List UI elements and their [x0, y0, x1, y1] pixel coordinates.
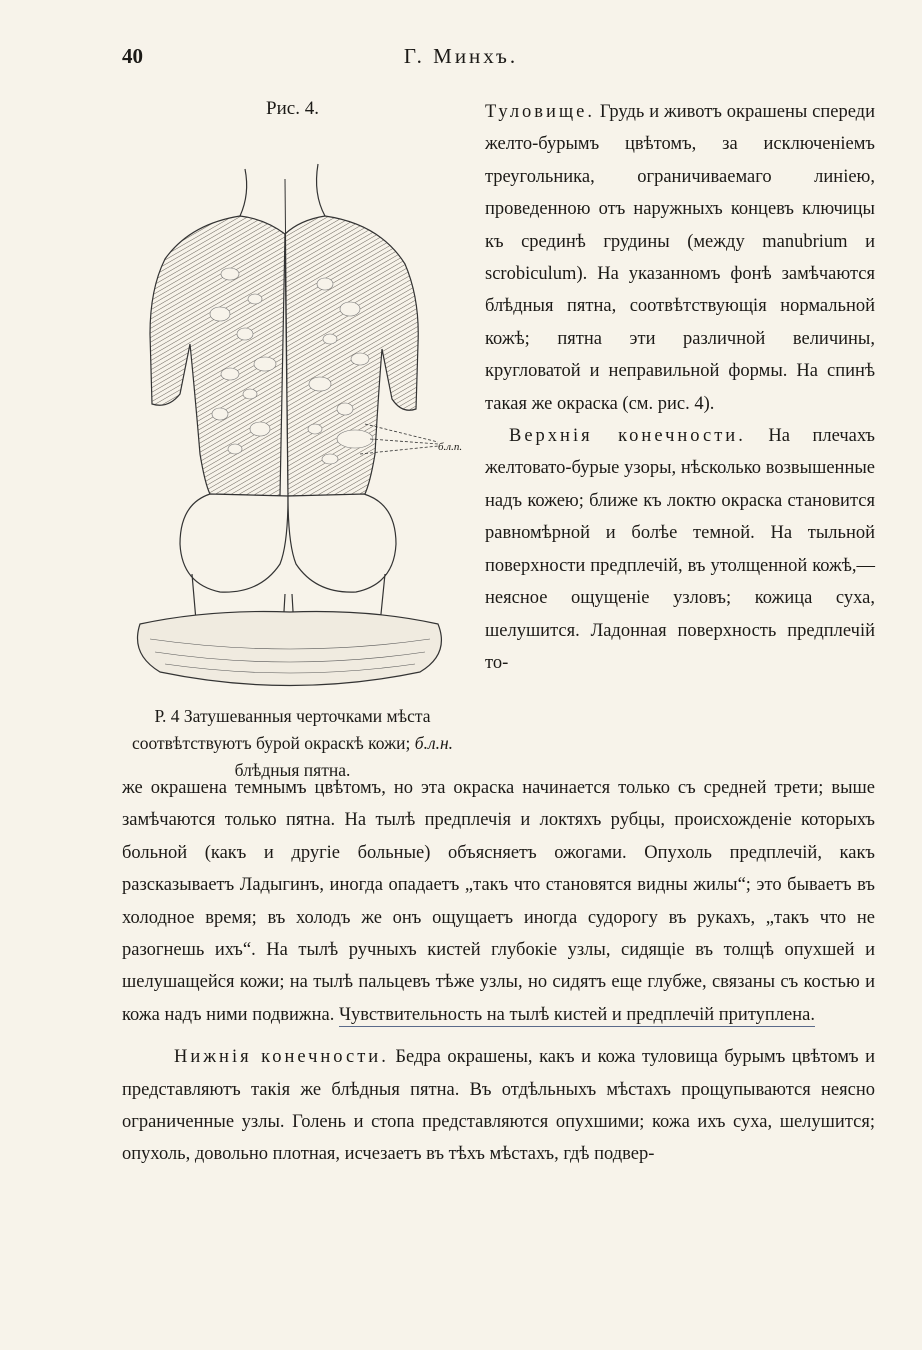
right-column-text	[485, 96, 875, 679]
heading-upper-limbs: Верхнія конечности.	[509, 426, 746, 447]
figure-label: Рис. 4.	[266, 98, 319, 119]
text-upper-limbs: На плечахъ желтовато-бурые узоры, нѣсколько возвышенные надъ кожею; ближе къ локтю окраска становится равномѣрной и болѣе темной. На тыльной поверхности предплечій, въ утолщенной кожѣ,—неясное ощущеніе узловъ; кожица суха, шелушится. Ладонная поверхность предплечій то-	[485, 426, 875, 673]
heading-lower-limbs: Нижнія конечности.	[174, 1047, 389, 1068]
back-illustration	[120, 124, 465, 699]
text-upper-limbs-continued: же окрашена темнымъ цвѣтомъ, но эта окраска начинается только съ средней трети; выше замѣчаются только пятна. На тылѣ предплечія и локтяхъ рубцы, происхожденіе которыхъ больной (какъ и другіе больные) объясняетъ ожогами. Опухоль предплечій, какъ разсказываетъ Ладыгинъ, иногда опадаетъ „такъ что становятся видны жилы“; это бываетъ въ холодное время; въ холодъ же онъ ощущаетъ иногда судорогу въ рукахъ, „такъ что не разогнешь ихъ“. На тылѣ ручныхъ кистей глубокіе узлы, сидящіе въ толщѣ опухшей и шелушащейся кожи; на тылѣ пальцевъ тѣже узлы, но сидятъ еще глубже, связаны съ костью и кожа надъ ними подвижна.	[122, 778, 875, 1025]
caption-prefix: Р. 4 Затушеванныя черточками мѣста соотвѣтствуютъ бурой окраскѣ кожи;	[131, 706, 431, 753]
paragraph-lower-limbs	[122, 1041, 875, 1171]
paragraph-upper-limbs	[485, 420, 875, 679]
text-lower-limbs: Бедра окрашены, какъ и кожа туловища бурымъ цвѣтомъ и представляютъ такія же блѣдныя пятна. Въ отдѣльныхъ мѣстахъ прощупываются неясно ограниченные узлы. Голень и стопа представляются опухшими; кожа ихъ суха, шелушится; опухоль, довольно плотная, исчезаетъ въ тѣхъ мѣстахъ, гдѣ подвер-	[122, 1047, 875, 1165]
callout-label: б.л.п.	[438, 441, 463, 453]
text-torso: Грудь и животъ окрашены спереди желто-бурымъ цвѣтомъ, за исключеніемъ треугольника, ограничиваемаго линіею, проведенною отъ наружныхъ концевъ ключицы къ срединѣ грудины (между manubrium и scrobiculum). На указанномъ фонѣ замѣчаются блѣдныя пятна, соотвѣтствующія нормальной кожѣ; пятна эти различной величины, кругловатой и неправильной формы. На спинѣ такая же окраска (см. рис. 4).	[485, 102, 875, 414]
full-width-text	[122, 772, 875, 1171]
caption-suffix: блѣдныя пятна.	[234, 760, 351, 780]
torso-back	[150, 216, 285, 496]
paragraph-upper-limbs-continued	[122, 772, 875, 1031]
caption-abbr: б.л.н.	[414, 733, 454, 753]
paragraph-torso	[485, 96, 875, 420]
running-head: Г. Минхъ.	[403, 44, 519, 68]
underlined-sensitivity: Чувствительность на тылѣ кистей и предплечій притуплена.	[339, 1004, 815, 1025]
figure	[120, 98, 465, 784]
heading-torso: Туловище.	[485, 102, 596, 122]
page-number: 40	[122, 44, 143, 68]
